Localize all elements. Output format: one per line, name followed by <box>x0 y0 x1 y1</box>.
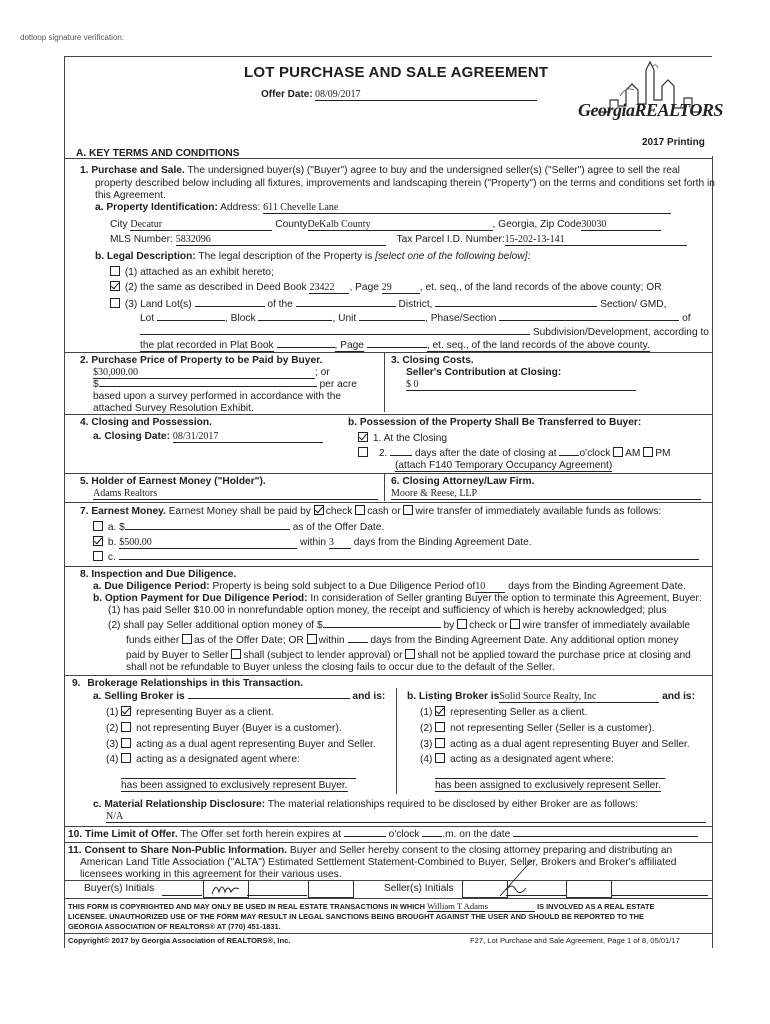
earnest-option-b-amount[interactable]: $500.00 <box>119 537 297 549</box>
material-relationship-heading: c. Material Relationship Disclosure: <box>93 799 266 810</box>
selling-option-3-label: acting as a dual agent representing Buyer and Seller. <box>136 739 376 750</box>
seller-initials-box-2[interactable] <box>566 880 612 898</box>
item-3-heading: Closing Costs. <box>402 355 474 366</box>
offer-date-value: 08/09/2017 <box>315 89 537 101</box>
footer-rule-top <box>64 898 712 899</box>
mls-field[interactable]: 5832096 <box>176 234 386 246</box>
listing-assigned-text: has been assigned to exclusively represent Seller. <box>435 780 661 791</box>
option-shall-not-label: shall not be applied toward the purchase price at closing and <box>417 650 691 661</box>
district-label: District, <box>398 299 433 310</box>
divider-2-3 <box>384 352 385 412</box>
listing-option-2-number: (2) <box>420 723 433 734</box>
earnest-option-c-checkbox[interactable] <box>93 551 103 561</box>
buyer-initials-box-1[interactable] <box>203 880 249 898</box>
am-checkbox[interactable] <box>613 447 623 457</box>
verification-text: dotloop signature verification: <box>20 33 125 42</box>
listing-option-4-checkbox[interactable] <box>435 753 445 763</box>
county-label: County <box>275 219 308 230</box>
earnest-option-a-checkbox[interactable] <box>93 521 103 531</box>
offer-expires-time-field[interactable] <box>344 836 386 837</box>
listing-option-4-number: (4) <box>420 754 433 765</box>
listing-option-3-label: acting as a dual agent representing Buyer and Seller. <box>450 739 690 750</box>
rule-after-item-5 <box>64 502 712 503</box>
per-acre-label: per acre <box>319 379 357 390</box>
rule-after-item-10 <box>64 842 712 843</box>
offer-expires-text: The Offer set forth herein expires at <box>180 829 341 840</box>
deed-book-field[interactable]: 23422 <box>309 282 349 294</box>
property-id-heading: a. Property Identification: <box>95 202 218 213</box>
legal-description-heading: b. Legal Description: <box>95 251 196 262</box>
block-field[interactable] <box>258 320 332 321</box>
subdivision-label: Subdivision/Development, according to <box>532 327 709 338</box>
item-11-number: 11. <box>68 845 82 856</box>
offer-expires-ampm-field[interactable] <box>422 836 442 837</box>
city-field[interactable]: Decatur <box>130 219 272 231</box>
item-1-number: 1. <box>80 165 89 176</box>
option-payment-heading: b. Option Payment for Due Diligence Period: <box>93 593 308 604</box>
rule-after-item-9 <box>64 826 712 827</box>
item-11-text-2: American Land Title Association ("ALTA") Estimated Settlement Statement-Combined to Buyer, Seller, Brokers and Broker's affiliated <box>80 857 677 868</box>
material-relationship-field[interactable]: N/A <box>106 811 706 823</box>
selling-assigned-text: has been assigned to exclusively represent Buyer. <box>121 780 348 791</box>
earnest-option-a-text: as of the Offer Date. <box>292 522 385 533</box>
item-9-heading: Brokerage Relationships in this Transaction. <box>87 678 304 689</box>
georgia-realtors-logo <box>592 60 702 132</box>
item-6-number: 6. <box>391 476 400 487</box>
county-field[interactable]: DeKalb County <box>308 219 493 231</box>
buyer-initials-box-2[interactable] <box>308 880 354 898</box>
option-wire-checkbox[interactable] <box>510 619 520 629</box>
attorney-field[interactable]: Moore & Reese, LLP <box>391 488 701 500</box>
listing-option-3-checkbox[interactable] <box>435 738 445 748</box>
item-11-text-3: licensees working in this agreement for their various uses. <box>80 869 342 880</box>
possession-option-2-number: 2. <box>378 448 388 459</box>
plat-seq-label: , et. seq., of the land records of the above county. <box>426 340 650 351</box>
am-label: AM <box>625 448 641 459</box>
option-within-label: within <box>318 635 345 646</box>
seller-contribution-label: Seller's Contribution at Closing: <box>406 367 562 378</box>
phase-label: , Phase/Section <box>425 313 497 324</box>
selling-broker-label: a. Selling Broker is <box>93 691 185 702</box>
earnest-check-label: check <box>325 506 353 517</box>
plat-page-label: , Page <box>334 340 364 351</box>
buyer-initials-signature-icon <box>204 881 248 897</box>
earnest-option-b-within: within <box>300 537 327 548</box>
lot-label: Lot <box>140 313 155 324</box>
option-funds-either: funds either <box>126 635 180 646</box>
listing-option-3-number: (3) <box>420 739 433 750</box>
legal-option-1-checkbox[interactable] <box>110 266 120 276</box>
possession-days-field[interactable] <box>390 455 412 456</box>
per-acre-dollar: $ <box>93 379 99 390</box>
offer-expires-date-label: .m. on the date <box>442 829 511 840</box>
selling-option-2-checkbox[interactable] <box>121 722 131 732</box>
footer-line-1b: IS INVOLVED AS A REAL ESTATE <box>537 902 655 911</box>
possession-time-field[interactable] <box>559 455 579 456</box>
legal-description-instruction: [select one of the following below]: <box>375 251 531 262</box>
earnest-option-b-days[interactable]: 3 <box>329 537 351 549</box>
footer-line-2: LICENSEE. UNAUTHORIZED USE OF THE FORM MAY RESULT IN LEGAL SANCTIONS BEING BROUGHT AGAINST THE USER AND SHOULD BE REPORTED TO THE <box>68 912 644 921</box>
rule-after-item-8 <box>64 675 712 676</box>
printing-year: 2017 Printing <box>642 137 705 148</box>
district-field[interactable] <box>296 306 396 307</box>
land-lot-field[interactable] <box>195 306 265 307</box>
page-border-top <box>64 56 712 57</box>
earnest-option-b-label: b. <box>107 537 117 548</box>
listing-designated-agent-field[interactable] <box>435 766 665 779</box>
earnest-option-b-checkbox[interactable] <box>93 536 103 546</box>
buyer-initials-label: Buyer(s) Initials <box>84 883 155 894</box>
section-gmd-label: Section/ GMD, <box>600 299 667 310</box>
earnest-money-text: Earnest Money shall be paid by <box>168 506 311 517</box>
selling-option-3-checkbox[interactable] <box>121 738 131 748</box>
item-1-text-2: property described below including all fixtures, improvements and landscaping therein ("Property") on the terms and conditions set forth in <box>95 178 715 189</box>
listing-option-1-label: representing Seller as a client. <box>450 707 588 718</box>
listing-option-2-label: not representing Seller (Seller is a customer). <box>450 723 655 734</box>
seller-initials-blank-2 <box>612 881 708 896</box>
tax-parcel-label: Tax Parcel I.D. Number: <box>396 234 505 245</box>
item-5-heading: Holder of Earnest Money ("Holder"). <box>91 476 266 487</box>
selling-designated-agent-field[interactable] <box>121 766 356 779</box>
plat-label: the plat recorded in Plat Book <box>140 340 274 351</box>
mls-label: MLS Number: <box>110 234 173 245</box>
closing-date-field[interactable]: 08/31/2017 <box>173 431 323 443</box>
item-4-number: 4. <box>80 417 89 428</box>
holder-field[interactable]: Adams Realtors <box>93 488 378 500</box>
seller-initials-label: Seller(s) Initials <box>384 883 454 894</box>
item-10-number: 10. <box>68 829 83 840</box>
legal-description-text: The legal description of the Property is <box>198 251 373 262</box>
lot-field[interactable] <box>157 320 225 321</box>
earnest-cash-checkbox[interactable] <box>355 505 365 515</box>
possession-heading: b. Possession of the Property Shall Be Transferred to Buyer: <box>348 417 642 428</box>
rule-after-item-1 <box>64 352 712 353</box>
rule-after-item-4 <box>64 473 712 474</box>
earnest-wire-checkbox[interactable] <box>403 505 413 515</box>
pm-label: PM <box>655 448 671 459</box>
option-shall-not-checkbox[interactable] <box>405 649 415 659</box>
rule-after-item-2 <box>64 414 712 415</box>
option-within-text: days from the Binding Agreement Date. Any additional option money <box>370 635 679 646</box>
listing-broker-label: b. Listing Broker is <box>407 691 500 702</box>
legal-option-3-checkbox[interactable] <box>110 298 120 308</box>
item-4-heading: Closing and Possession. <box>91 417 212 428</box>
rule-after-item-7 <box>64 566 712 567</box>
page-border-right <box>712 156 713 948</box>
offer-date-label: Offer Date: <box>261 89 313 100</box>
plat-page-field[interactable] <box>367 347 427 348</box>
section-gmd-field[interactable] <box>435 306 597 307</box>
selling-option-1-label: representing Buyer as a client. <box>136 707 274 718</box>
item-8-number: 8. <box>80 569 89 580</box>
item-6-heading: Closing Attorney/Law Firm. <box>402 476 535 487</box>
listing-broker-and-is: and is: <box>662 691 695 702</box>
document-title: LOT PURCHASE AND SALE AGREEMENT <box>244 64 549 81</box>
earnest-option-b-text: days from the Binding Agreement Date. <box>353 537 532 548</box>
possession-days-after-checkbox[interactable] <box>358 447 368 457</box>
selling-option-4-checkbox[interactable] <box>121 753 131 763</box>
item-10-heading: Time Limit of Offer. <box>85 829 178 840</box>
option-payment-text: In consideration of Seller granting Buyer the option to terminate this Agreement, Buyer: <box>310 593 702 604</box>
possession-at-closing-checkbox[interactable] <box>358 432 368 442</box>
closing-date-label: a. Closing Date: <box>93 431 170 442</box>
listing-option-2-checkbox[interactable] <box>435 722 445 732</box>
listing-broker-field[interactable]: Solid Source Realty, Inc <box>499 691 659 703</box>
state-zip-label: , Georgia, Zip Code <box>492 219 582 230</box>
due-diligence-text-2: days from the Binding Agreement Date. <box>508 581 686 592</box>
footer-agent-name: William T Adams <box>427 901 535 912</box>
deed-page-field[interactable]: 29 <box>382 282 420 294</box>
item-7-number: 7. <box>80 506 89 517</box>
purchase-price-field[interactable]: $30,000.00 <box>93 367 315 379</box>
footer-copyright: Copyright© 2017 by Georgia Association of REALTORS®, Inc. <box>68 936 291 945</box>
option-shall-label: shall (subject to lender approval) or <box>243 650 403 661</box>
item-3-number: 3. <box>391 355 400 366</box>
option-shall-checkbox[interactable] <box>231 649 241 659</box>
option-within-checkbox[interactable] <box>307 634 317 644</box>
option-payment-2-text: (2) shall pay Seller additional option money of $ <box>108 620 323 631</box>
selling-option-4-label: acting as a designated agent where: <box>136 754 300 765</box>
option-check-checkbox[interactable] <box>457 619 467 629</box>
address-label: Address: <box>220 202 261 213</box>
earnest-wire-label: wire transfer of immediately available funds as follows: <box>415 506 662 517</box>
city-label: City <box>110 219 128 230</box>
phase-field[interactable] <box>499 320 679 321</box>
unit-field[interactable] <box>359 320 425 321</box>
earnest-check-checkbox[interactable] <box>314 505 324 515</box>
seller-contribution-field[interactable]: $ 0 <box>406 379 636 391</box>
legal-option-2-checkbox[interactable] <box>110 281 120 291</box>
footer-rule-bottom <box>64 933 712 934</box>
offer-expires-oclock: o'clock <box>388 829 420 840</box>
due-diligence-days-field[interactable]: 10 <box>475 581 505 593</box>
additional-option-money-field[interactable] <box>323 627 441 628</box>
of-label: of <box>682 313 691 324</box>
option-paid-text: paid by Buyer to Seller <box>126 650 229 661</box>
of-the-label: of the <box>267 299 293 310</box>
item-5-number: 5. <box>80 476 89 487</box>
option-check-label: check or <box>469 620 508 631</box>
legal-option-1-label: (1) attached as an exhibit hereto; <box>124 267 274 278</box>
selling-broker-field[interactable] <box>188 698 350 699</box>
possession-oclock: o'clock <box>579 448 611 459</box>
item-8-heading: Inspection and Due Diligence. <box>91 569 237 580</box>
price-or-label: ; or <box>315 367 330 378</box>
option-offer-date-label: as of the Offer Date; OR <box>194 635 304 646</box>
option-offer-date-checkbox[interactable] <box>182 634 192 644</box>
temporary-occupancy-note: (attach F140 Temporary Occupancy Agreement) <box>395 460 613 471</box>
listing-option-1-checkbox[interactable] <box>435 706 445 716</box>
zip-field[interactable]: 30030 <box>581 219 661 231</box>
option-refund-text: shall not be refundable to Buyer unless the closing fails to occur due to the default of the Seller. <box>126 662 555 673</box>
item-7-heading: Earnest Money. <box>91 506 166 517</box>
selling-option-4-number: (4) <box>106 754 119 765</box>
material-relationship-text: The material relationships required to be disclosed by either Broker are as follows: <box>267 799 639 810</box>
selling-broker-and-is: and is: <box>352 691 386 702</box>
address-field[interactable]: 611 Chevelle Lane <box>263 202 671 214</box>
option-payment-by: by <box>443 620 455 631</box>
unit-label: , Unit <box>332 313 357 324</box>
footer-line-1a: THIS FORM IS COPYRIGHTED AND MAY ONLY BE USED IN REAL ESTATE TRANSACTIONS IN WHICH <box>68 902 425 911</box>
legal-option-2-text: (2) the same as described in Deed Book <box>124 282 307 293</box>
earnest-option-c-field[interactable] <box>119 559 699 560</box>
item-9-number: 9. <box>72 678 81 689</box>
earnest-option-a-field[interactable] <box>125 529 290 530</box>
item-1-text-3: this Agreement. <box>95 190 166 201</box>
possession-at-closing-label: 1. At the Closing <box>372 433 448 444</box>
earnest-cash-label: cash or <box>367 506 401 517</box>
selling-option-1-number: (1) <box>106 707 119 718</box>
item-1-text-1: The undersigned buyer(s) ("Buyer") agree to buy and the undersigned seller(s) ("Seller") agree to sell the real <box>187 165 680 176</box>
buyer-initials-blank <box>162 881 202 896</box>
item-2-number: 2. <box>80 355 89 366</box>
offer-expires-date-field[interactable] <box>513 836 698 837</box>
item-11-text-1: Buyer and Seller hereby consent to the closing attorney preparing and distributing an <box>289 845 673 856</box>
option-wire-label: wire transfer of immediately available <box>522 620 691 631</box>
per-acre-field[interactable] <box>99 386 317 387</box>
selling-option-3-number: (3) <box>106 739 119 750</box>
option-payment-1: (1) has paid Seller $10.00 in nonrefundable option money, the receipt and sufficiency of which is hereby acknowledged; plus <box>108 605 667 616</box>
survey-text-1: based upon a survey performed in accordance with the <box>93 391 342 402</box>
possession-days-text: days after the date of closing at <box>415 448 557 459</box>
tax-parcel-field[interactable]: 15-202-13-141 <box>505 234 687 246</box>
section-a-rule <box>64 158 712 159</box>
subdivision-field[interactable] <box>140 334 530 335</box>
selling-option-2-label: not representing Buyer (Buyer is a customer). <box>136 723 342 734</box>
plat-book-field[interactable] <box>277 347 335 348</box>
block-label: , Block <box>225 313 256 324</box>
earnest-option-a-label: a. $ <box>107 522 125 533</box>
buyer-initials-blank-2 <box>247 881 307 896</box>
listing-option-1-number: (1) <box>420 707 433 718</box>
survey-text-2: attached Survey Resolution Exhibit. <box>93 403 254 414</box>
seller-initials-blank <box>506 881 566 896</box>
selling-option-2-number: (2) <box>106 723 119 734</box>
divider-5-6 <box>384 473 385 501</box>
legal-option-2-end: , et. seq., of the land records of the above county; OR <box>419 282 662 293</box>
earnest-option-c-label: c. <box>107 552 116 563</box>
deed-page-label: , Page <box>349 282 379 293</box>
due-diligence-heading: a. Due Diligence Period: <box>93 581 210 592</box>
item-1-heading: Purchase and Sale. <box>91 165 185 176</box>
footer-form-reference: F27, Lot Purchase and Sale Agreement, Page 1 of 8, 05/01/17 <box>470 936 680 945</box>
land-lot-label: (3) Land Lot(s) <box>124 299 192 310</box>
due-diligence-text-1: Property is being sold subject to a Due Diligence Period of <box>212 581 476 592</box>
divider-9-columns <box>396 688 397 794</box>
listing-option-4-label: acting as a designated agent where: <box>450 754 614 765</box>
selling-option-1-checkbox[interactable] <box>121 706 131 716</box>
item-2-heading: Purchase Price of Property to be Paid by Buyer. <box>91 355 323 366</box>
section-a-heading: A. KEY TERMS AND CONDITIONS <box>76 148 240 159</box>
pm-checkbox[interactable] <box>643 447 653 457</box>
logo-text: GeorgiaREALTORS <box>578 100 723 120</box>
footer-line-3: GEORGIA ASSOCIATION OF REALTORS® AT (770) 451-1831. <box>68 922 281 931</box>
item-11-heading: Consent to Share Non-Public Information. <box>84 845 288 856</box>
option-within-days-field[interactable] <box>348 642 368 643</box>
